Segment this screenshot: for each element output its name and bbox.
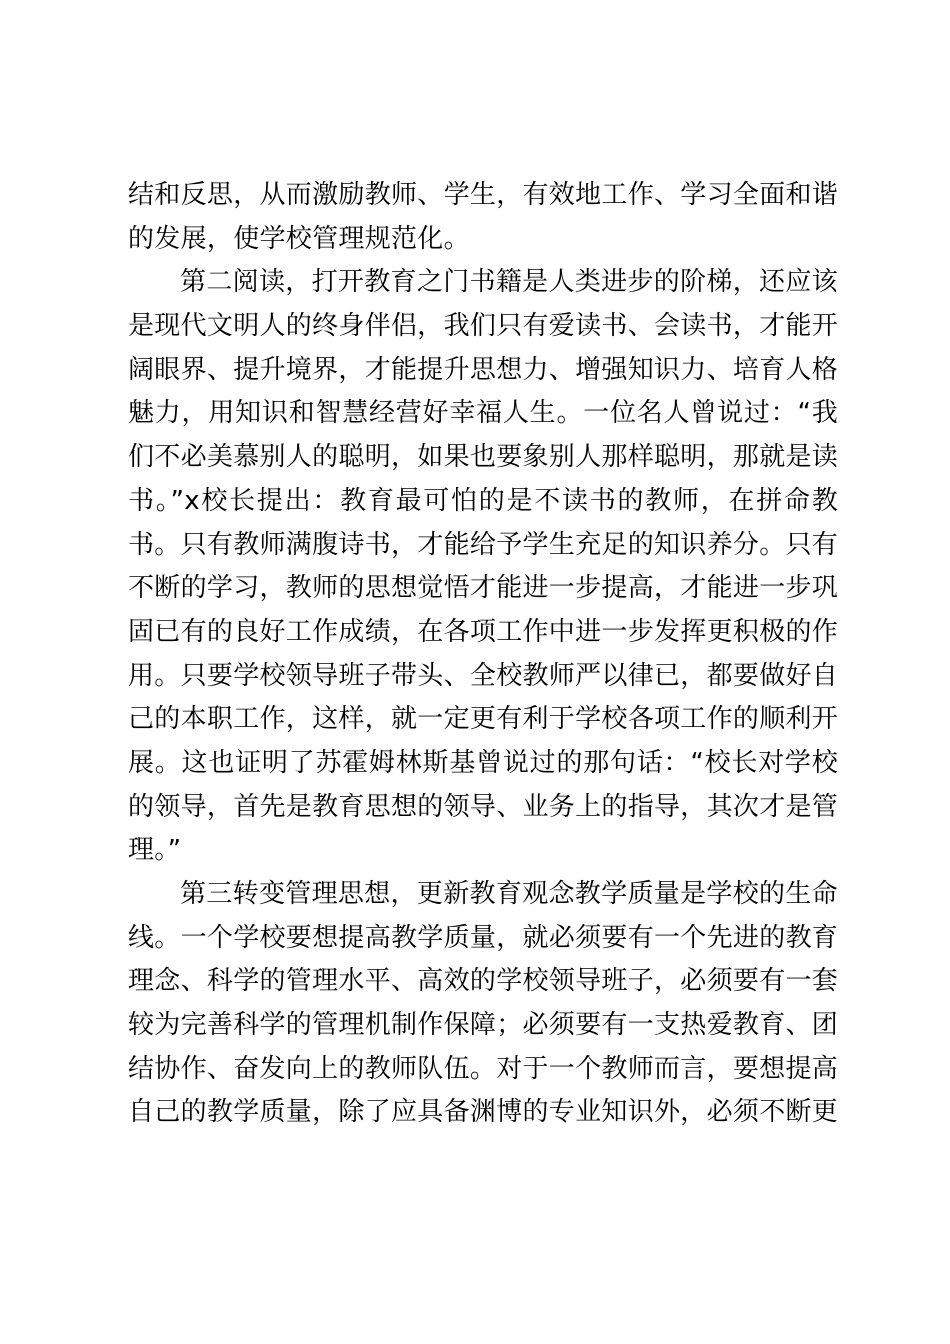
document-body: [128, 174, 838, 1135]
text-line: 理。”: [128, 835, 182, 866]
text-line: 结协作、奋发向上的教师队伍。对于一个教师而言，要想提高: [128, 1053, 839, 1084]
text-line: 的发展，使学校管理规范化。: [128, 223, 470, 254]
paragraph-reading: [128, 261, 838, 873]
text-line: 结和反思，从而激励教师、学生，有效地工作、学习全面和谐: [128, 180, 839, 210]
text-line: 自己的教学质量，除了应具备渊博的专业知识外，必须不断更: [128, 1097, 839, 1128]
text-line: 展。这也证明了苏霍姆林斯基曾说过的那句话：“校长对学校: [128, 747, 838, 778]
text-line: 魅力，用知识和智慧经营好幸福人生。一位名人曾说过：“我: [128, 398, 838, 429]
text-line: 的领导，首先是教育思想的领导、业务上的指导，其次才是管: [128, 791, 839, 822]
text-line: 理念、科学的管理水平、高效的学校领导班子，必须要有一套: [128, 966, 839, 997]
text-line: 书。只有教师满腹诗书，才能给予学生充足的知识养分。只有: [128, 529, 839, 560]
text-line: 是现代文明人的终身伴侣，我们只有爱读书、会读书，才能开: [128, 311, 839, 342]
text-line: 们不必美慕别人的聪明，如果也要象别人那样聪明，那就是读: [128, 442, 839, 473]
text-line: 第二阅读，打开教育之门书籍是人类进步的阶梯，还应该: [180, 267, 838, 298]
paragraph-continuation: [128, 174, 838, 261]
text-line: 固已有的良好工作成绩，在各项工作中进一步发挥更积极的作: [128, 616, 839, 647]
paragraph-management: [128, 873, 838, 1135]
text-line: 不断的学习，教师的思想觉悟才能进一步提高，才能进一步巩: [128, 573, 839, 604]
text-line: 书。”x校长提出：教育最可怕的是不读书的教师，在拼命教: [128, 485, 838, 516]
text-line: 己的本职工作，这样，就一定更有利于学校各项工作的顺利开: [128, 704, 839, 735]
text-line: 阔眼界、提升境界，才能提升思想力、增强知识力、培育人格: [128, 354, 839, 385]
text-line: 用。只要学校领导班子带头、全校教师严以律已，都要做好自: [128, 660, 839, 691]
text-line: 线。一个学校要想提高教学质量，就必须要有一个先进的教育: [128, 922, 839, 953]
text-line: 较为完善科学的管理机制作保障；必须要有一支热爱教育、团: [128, 1010, 839, 1041]
text-line: 第三转变管理思想，更新教育观念教学质量是学校的生命: [180, 879, 838, 909]
